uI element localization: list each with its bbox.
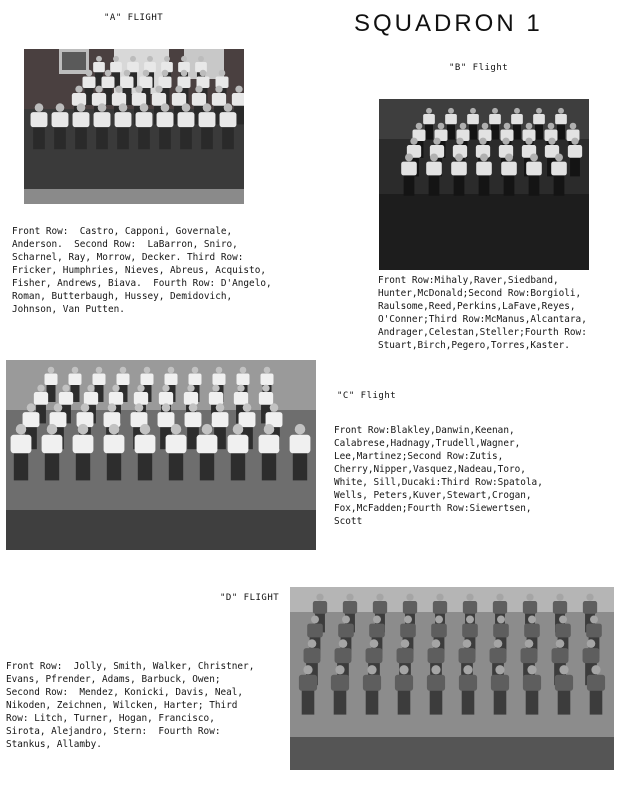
flight-b-caption: Front Row:Mihaly,Raver,Siedband, Hunter,McDonald;Second Row:Borgioli, Raulsome,Reed,Perkins,LaFave,Reyes, O'Conner;Third Row:McManus,Alcantara, Andrager,Celestan,Steller;Fourth Row: Stuart,Birch,Pegero,Torres,Kaster. — [378, 275, 587, 351]
flight-a-photo — [24, 49, 244, 204]
flight-b-label: "B" Flight — [449, 63, 509, 73]
flight-d-label: "D" FLIGHT — [220, 593, 280, 603]
flight-c-caption: Front Row:Blakley,Danwin,Keenan, Calabrese,Hadnagy,Trudell,Wagner, Lee,Martinez;Second Row:Zutis, Cherry,Nipper,Vasquez,Nadeau,Toro, White, Sill,Ducaki:Third Row:Spatola, Wells, Peters,Kuver,Stewart,Crogan, Fox,McFadden;Fourth Row:Siewertsen, Scott — [334, 425, 543, 527]
flight-b-photo — [379, 99, 589, 270]
flight-a-caption: Front Row: Castro, Capponi, Governale, Anderson. Second Row: LaBarron, Sniro, Scharnel, Ray, Morrow, Decker. Third Row: Fricker, Humphries, Nieves, Abreus, Acquisto, Fisher, Andrews, Biava. Fourth Row: D'Angelo, Roman, Butterbaugh, Hussey, Demidovich, Johnson, Van Putten. — [12, 226, 272, 315]
flight-d-caption: Front Row: Jolly, Smith, Walker, Christner, Evans, Pfrender, Adams, Barbuck, Owen; Second Row: Mendez, Konicki, Davis, Neal, Nikoden, Zeichnen, Wilcken, Harter; Third Row: Litch, Turner, Hogan, Francisco, Sirota, Alejandro, Stern: Fourth Row: Stankus, Allamby. — [6, 661, 255, 750]
flight-d-photo — [290, 587, 614, 770]
flight-c-photo — [6, 360, 316, 550]
flight-c-label: "C" Flight — [337, 391, 397, 401]
flight-a-label: "A" FLIGHT — [104, 13, 164, 23]
page-title: SQUADRON 1 — [354, 10, 543, 37]
